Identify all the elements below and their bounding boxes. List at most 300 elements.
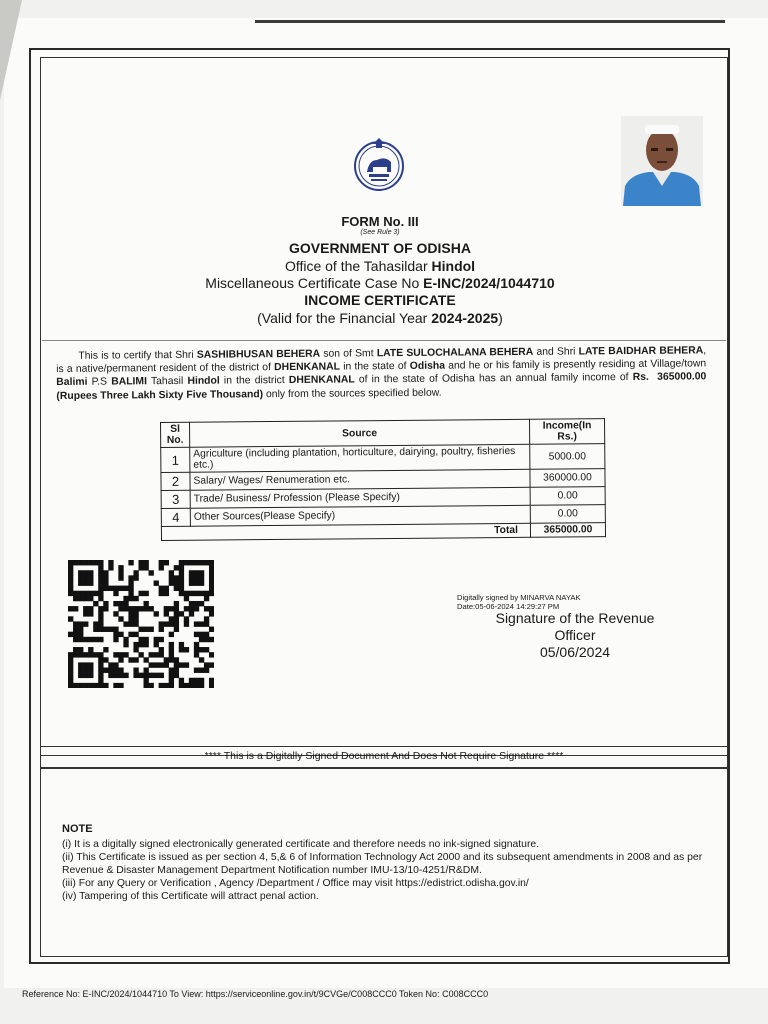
state-name: Odisha: [409, 360, 446, 373]
office-prefix: Office of the Tahasildar: [284, 258, 428, 274]
qr-code[interactable]: [68, 560, 214, 688]
qr-module: [154, 673, 159, 678]
qr-module: [113, 652, 118, 657]
validity-year: 2024-2025: [431, 310, 499, 326]
table-row: [161, 444, 605, 473]
signature-title-1: Signature of the Revenue: [495, 610, 655, 626]
body-text: P.S: [87, 376, 112, 389]
qr-module: [133, 668, 138, 673]
qr-module: [164, 683, 169, 688]
qr-module: [68, 652, 73, 657]
qr-module: [169, 668, 174, 673]
signature-block: [470, 610, 680, 661]
signature-date: 05/06/2024: [539, 644, 611, 660]
qr-module: [174, 606, 179, 611]
qr-module: [184, 591, 189, 596]
qr-module: [144, 668, 149, 673]
total-label: Total: [161, 523, 530, 540]
qr-module: [144, 642, 149, 647]
qr-module: [133, 616, 138, 621]
qr-module: [189, 570, 194, 575]
qr-module: [199, 560, 204, 565]
certificate-title: INCOME CERTIFICATE: [304, 292, 456, 308]
qr-module: [88, 652, 93, 657]
col-sl: Sl No.: [161, 422, 190, 447]
qr-module: [169, 632, 174, 637]
qr-module: [144, 591, 149, 596]
note-item: (ii) This Certificate is issued as per section 4, 5,& 6 of Information Technology Act 2000 and its subsequent amendments in 2008 and as per Revenue & Disaster Management Department Notification number IMU-13/10-4251/R&DM.: [62, 852, 703, 876]
qr-module: [68, 586, 73, 591]
qr-module: [199, 575, 204, 580]
qr-module: [98, 570, 103, 575]
qr-module: [154, 642, 159, 647]
odisha-emblem-icon: [351, 136, 407, 192]
qr-module: [113, 637, 118, 642]
qr-module: [159, 621, 164, 626]
qr-module: [98, 657, 103, 662]
qr-module: [144, 683, 149, 688]
qr-module: [73, 560, 78, 565]
qr-module: [98, 668, 103, 673]
qr-module: [144, 601, 149, 606]
qr-module: [199, 668, 204, 673]
cell-sl: 3: [161, 490, 190, 508]
qr-module: [73, 606, 78, 611]
qr-module: [169, 575, 174, 580]
reference-footer: Reference No: E-INC/2024/1044710 To View: https://serviceonline.gov.in/t/9CVGe/C008CCC0 Token No: C008CCC0: [22, 989, 489, 999]
qr-module: [204, 637, 209, 642]
body-text: This is to certify that Shri: [78, 349, 194, 362]
qr-module: [78, 683, 83, 688]
qr-module: [204, 560, 209, 565]
qr-module: [103, 586, 108, 591]
qr-module: [108, 673, 113, 678]
qr-module: [179, 683, 184, 688]
qr-module: [144, 637, 149, 642]
qr-module: [118, 652, 123, 657]
qr-module: [184, 662, 189, 667]
qr-module: [78, 591, 83, 596]
qr-module: [169, 621, 174, 626]
col-income: Income(In Rs.): [529, 419, 604, 445]
qr-module: [174, 627, 179, 632]
qr-module: [184, 560, 189, 565]
qr-module: [164, 586, 169, 591]
note-section: [62, 823, 712, 903]
qr-module: [113, 683, 118, 688]
qr-module: [199, 580, 204, 585]
qr-module: [154, 652, 159, 657]
qr-module: [194, 591, 199, 596]
qr-module: [88, 606, 93, 611]
qr-module: [73, 647, 78, 652]
qr-module: [118, 575, 123, 580]
qr-module: [169, 652, 174, 657]
qr-module: [118, 570, 123, 575]
qr-module: [133, 642, 138, 647]
qr-module: [88, 668, 93, 673]
qr-module: [149, 652, 154, 657]
qr-module: [189, 591, 194, 596]
qr-module: [159, 647, 164, 652]
qr-module: [164, 560, 169, 565]
qr-module: [169, 673, 174, 678]
qr-module: [88, 591, 93, 596]
qr-module: [174, 611, 179, 616]
qr-module: [199, 621, 204, 626]
qr-module: [179, 586, 184, 591]
qr-module: [103, 606, 108, 611]
qr-module: [73, 652, 78, 657]
signature-title-2: Officer: [554, 627, 596, 643]
qr-module: [209, 627, 214, 632]
qr-module: [68, 606, 73, 611]
form-title: FORM No. III: [341, 214, 419, 229]
qr-module: [88, 596, 93, 601]
qr-module: [93, 683, 98, 688]
cell-income: 360000.00: [530, 469, 605, 488]
qr-module: [128, 606, 133, 611]
qr-module: [209, 606, 214, 611]
qr-module: [73, 632, 78, 637]
qr-module: [164, 621, 169, 626]
qr-module: [108, 586, 113, 591]
digital-signed-date: Date:05-06-2024 14:29:27 PM: [457, 602, 560, 611]
qr-module: [174, 575, 179, 580]
qr-module: [128, 586, 133, 591]
qr-module: [78, 621, 83, 626]
qr-module: [184, 606, 189, 611]
qr-module: [128, 621, 133, 626]
qr-module: [128, 575, 133, 580]
qr-module: [78, 580, 83, 585]
qr-module: [204, 591, 209, 596]
qr-module: [113, 601, 118, 606]
qr-module: [113, 627, 118, 632]
qr-module: [179, 591, 184, 596]
qr-module: [108, 662, 113, 667]
qr-module: [133, 647, 138, 652]
qr-module: [133, 606, 138, 611]
qr-module: [194, 647, 199, 652]
qr-module: [209, 683, 214, 688]
note-item: (i) It is a digitally signed electronically generated certificate and therefore needs no ink-signed signature.: [62, 839, 540, 850]
qr-module: [68, 668, 73, 673]
cell-source: Salary/ Wages/ Renumeration etc.: [190, 469, 530, 490]
qr-module: [204, 621, 209, 626]
qr-module: [103, 580, 108, 585]
qr-module: [78, 570, 83, 575]
qr-module: [98, 596, 103, 601]
qr-module: [189, 601, 194, 606]
rs-label: Rs.: [632, 372, 649, 384]
qr-module: [108, 565, 113, 570]
note-title: NOTE: [62, 823, 93, 835]
validity-prefix: (Valid for the Financial Year: [257, 310, 428, 326]
qr-module: [93, 652, 98, 657]
qr-module: [189, 575, 194, 580]
qr-module: [199, 657, 204, 662]
qr-module: [88, 611, 93, 616]
qr-module: [83, 637, 88, 642]
qr-module: [179, 565, 184, 570]
qr-module: [138, 627, 143, 632]
body-text: only from the sources specified below.: [263, 387, 442, 400]
qr-module: [138, 637, 143, 642]
qr-module: [68, 673, 73, 678]
qr-module: [169, 606, 174, 611]
qr-module: [164, 591, 169, 596]
qr-module: [149, 570, 154, 575]
qr-module: [164, 662, 169, 667]
qr-module: [169, 580, 174, 585]
qr-module: [83, 591, 88, 596]
qr-module: [204, 606, 209, 611]
qr-module: [73, 591, 78, 596]
qr-module: [194, 683, 199, 688]
qr-module: [83, 560, 88, 565]
qr-module: [138, 673, 143, 678]
qr-module: [88, 575, 93, 580]
qr-module: [103, 601, 108, 606]
qr-module: [159, 586, 164, 591]
qr-module: [93, 627, 98, 632]
qr-module: [103, 627, 108, 632]
qr-module: [103, 575, 108, 580]
qr-module: [78, 575, 83, 580]
qr-module: [209, 591, 214, 596]
qr-module: [108, 668, 113, 673]
father-name: LATE BAIDHAR BEHERA: [578, 345, 704, 358]
office-place: Hindol: [431, 258, 476, 274]
qr-module: [209, 652, 214, 657]
qr-module: [98, 616, 103, 621]
qr-module: [184, 596, 189, 601]
qr-module: [98, 591, 103, 596]
qr-module: [154, 580, 159, 585]
qr-module: [144, 560, 149, 565]
qr-module: [68, 560, 73, 565]
qr-module: [68, 657, 73, 662]
qr-module: [128, 632, 133, 637]
body-text: , is a native/permanent resident of the district of: [56, 345, 707, 376]
qr-module: [209, 678, 214, 683]
qr-module: [199, 678, 204, 683]
qr-module: [118, 586, 123, 591]
qr-module: [93, 637, 98, 642]
qr-module: [194, 642, 199, 647]
cell-source: Agriculture (including plantation, horticulture, dairying, poultry, fisheries etc.): [190, 444, 530, 472]
village-name: Balimi: [56, 377, 88, 389]
qr-module: [98, 621, 103, 626]
qr-module: [194, 601, 199, 606]
qr-module: [133, 657, 138, 662]
cell-source: Trade/ Business/ Profession (Please Specify): [190, 487, 530, 508]
qr-module: [159, 683, 164, 688]
qr-module: [159, 652, 164, 657]
qr-module: [128, 591, 133, 596]
qr-module: [209, 637, 214, 642]
qr-module: [68, 591, 73, 596]
qr-module: [98, 627, 103, 632]
qr-module: [164, 657, 169, 662]
qr-module: [189, 611, 194, 616]
qr-module: [159, 591, 164, 596]
qr-module: [118, 657, 123, 662]
qr-module: [78, 668, 83, 673]
qr-module: [98, 586, 103, 591]
qr-module: [174, 586, 179, 591]
qr-module: [174, 673, 179, 678]
qr-module: [113, 586, 118, 591]
qr-module: [179, 575, 184, 580]
qr-module: [118, 668, 123, 673]
qr-module: [78, 627, 83, 632]
qr-module: [68, 632, 73, 637]
qr-module: [169, 570, 174, 575]
qr-module: [83, 683, 88, 688]
qr-module: [184, 647, 189, 652]
qr-module: [128, 616, 133, 621]
qr-module: [189, 580, 194, 585]
qr-module: [194, 668, 199, 673]
qr-module: [78, 560, 83, 565]
qr-module: [209, 586, 214, 591]
qr-module: [83, 673, 88, 678]
qr-module: [149, 662, 154, 667]
qr-module: [133, 673, 138, 678]
qr-module: [169, 647, 174, 652]
qr-module: [98, 580, 103, 585]
qr-module: [118, 632, 123, 637]
qr-module: [159, 662, 164, 667]
qr-module: [123, 601, 128, 606]
note-item: (iv) Tampering of this Certificate will attract penal action.: [62, 891, 319, 902]
qr-module: [123, 637, 128, 642]
qr-module: [83, 668, 88, 673]
body-text: Tahasil: [146, 376, 188, 388]
police-station: BALIMI: [111, 376, 148, 388]
qr-module: [78, 662, 83, 667]
qr-module: [123, 652, 128, 657]
qr-module: [118, 606, 123, 611]
qr-module: [138, 652, 143, 657]
qr-module: [164, 606, 169, 611]
qr-module: [138, 606, 143, 611]
qr-module: [83, 621, 88, 626]
cell-sl: 1: [161, 447, 190, 472]
applicant-photo: [621, 116, 703, 206]
qr-module: [103, 647, 108, 652]
body-text: in the state of: [339, 361, 407, 373]
qr-module: [194, 570, 199, 575]
qr-module: [194, 678, 199, 683]
qr-module: [93, 621, 98, 626]
validity-suffix: ): [498, 310, 503, 326]
qr-module: [123, 621, 128, 626]
cell-source: Other Sources(Please Specify): [190, 505, 530, 526]
tahasil-name: Hindol: [187, 375, 220, 388]
qr-module: [128, 657, 133, 662]
qr-module: [108, 627, 113, 632]
table-header-row: [161, 419, 605, 448]
qr-module: [154, 611, 159, 616]
qr-module: [133, 575, 138, 580]
digital-signed-by: Digitally signed by MINARVA NAYAK: [457, 593, 581, 602]
qr-module: [133, 596, 138, 601]
qr-module: [98, 678, 103, 683]
qr-module: [133, 621, 138, 626]
body-text: and Shri: [533, 346, 576, 358]
cell-income: 5000.00: [530, 444, 605, 470]
qr-module: [88, 570, 93, 575]
qr-module: [184, 683, 189, 688]
qr-module: [123, 596, 128, 601]
qr-module: [209, 580, 214, 585]
header-divider: [42, 340, 726, 341]
qr-module: [184, 621, 189, 626]
qr-module: [138, 591, 143, 596]
qr-module: [68, 580, 73, 585]
digital-signature-info: [457, 593, 581, 611]
qr-module: [199, 683, 204, 688]
qr-module: [194, 560, 199, 565]
qr-module: [83, 662, 88, 667]
district-name-2: DHENKANAL: [288, 374, 355, 387]
qr-module: [83, 652, 88, 657]
total-value: 365000.00: [530, 523, 605, 538]
qr-module: [189, 560, 194, 565]
qr-module: [103, 570, 108, 575]
qr-module: [174, 621, 179, 626]
qr-module: [73, 596, 78, 601]
validity-line: [150, 310, 610, 326]
qr-module: [174, 662, 179, 667]
case-number: E-INC/2024/1044710: [423, 275, 555, 291]
qr-module: [144, 678, 149, 683]
qr-module: [174, 657, 179, 662]
qr-module: [174, 601, 179, 606]
qr-module: [154, 637, 159, 642]
qr-module: [73, 627, 78, 632]
qr-module: [68, 565, 73, 570]
body-text: son of Smt: [320, 348, 374, 360]
qr-module: [204, 647, 209, 652]
qr-module: [123, 586, 128, 591]
qr-module: [113, 632, 118, 637]
qr-module: [98, 611, 103, 616]
qr-module: [199, 632, 204, 637]
qr-module: [169, 616, 174, 621]
qr-module: [98, 575, 103, 580]
qr-module: [209, 611, 214, 616]
qr-module: [154, 662, 159, 667]
qr-module: [98, 637, 103, 642]
qr-module: [73, 637, 78, 642]
qr-module: [149, 627, 154, 632]
qr-module: [174, 668, 179, 673]
qr-module: [78, 637, 83, 642]
qr-module: [113, 673, 118, 678]
qr-module: [189, 606, 194, 611]
certificate-body: [56, 344, 706, 402]
qr-module: [83, 611, 88, 616]
qr-module: [179, 662, 184, 667]
qr-module: [179, 678, 184, 683]
qr-module: [68, 678, 73, 683]
qr-module: [103, 668, 108, 673]
qr-module: [179, 560, 184, 565]
